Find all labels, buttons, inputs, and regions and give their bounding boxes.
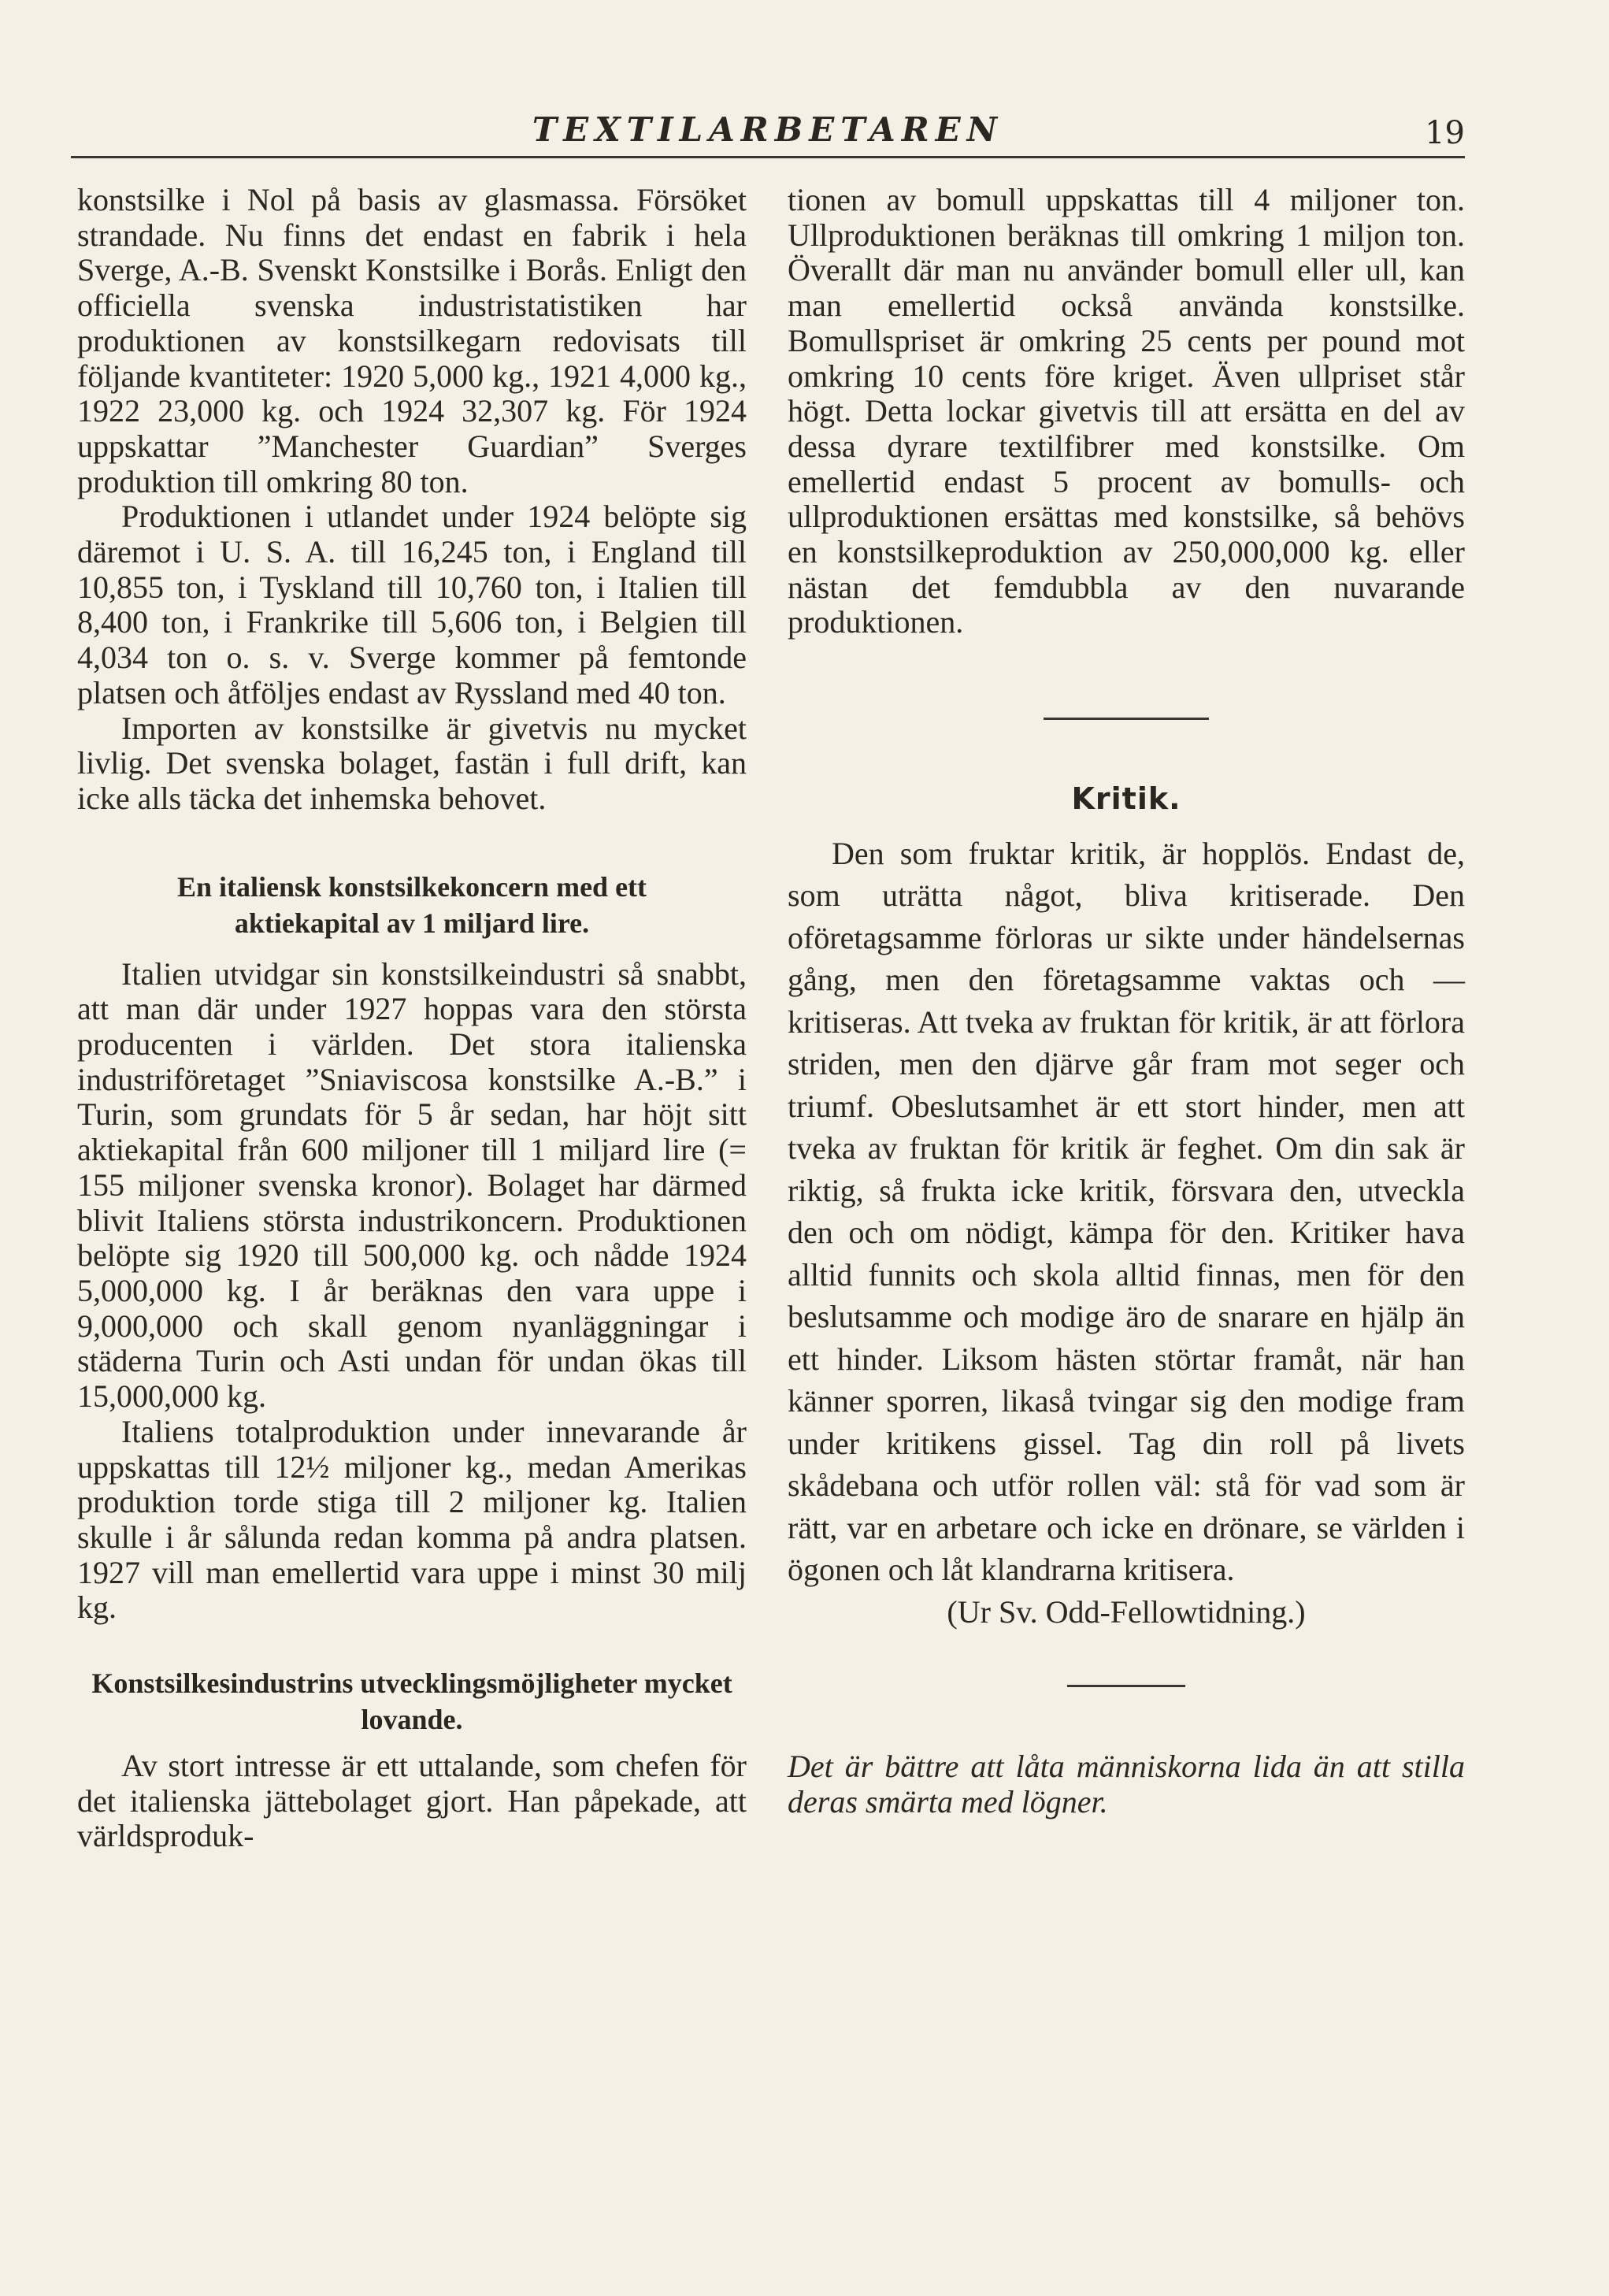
subheading-italian-concern — [77, 869, 747, 941]
kritik-source: (Ur Sv. Odd-Fellowtidning.) — [947, 1593, 1306, 1630]
import-paragraph: Importen av konstsilke är givetvis nu mycket livlig. Det svenska bolaget, fastän i full drift, kan icke alls täcka det inhemska behovet. — [77, 710, 747, 816]
publication-title: TEXTILARBETAREN — [532, 110, 1004, 149]
subheading-line: aktiekapital av 1 miljard lire. — [234, 907, 590, 939]
kritik-title: Kritik. — [1071, 781, 1181, 817]
subheading-line: En italiensk konstsilkekoncern med ett — [176, 870, 647, 903]
right-column — [788, 183, 1465, 1819]
production-paragraph: Produktionen i utlandet under 1924 belöpte sig däremot i U. S. A. till 16,245 ton, i England till 10,855 ton, i Tyskland till 10,760 ton, i Italien till 8,400 ton, i Frankrike till 5,606 ton, i Belgien till 4,034 ton o. s. v. Sverge kommer på femtonde platsen och åtföljes endast av Ryssland med 40 ton. — [77, 499, 747, 710]
continuation-paragraph: tionen av bomull uppskattas till 4 miljoner ton. Ullproduktionen beräknas till omkring 1 miljon ton. Överallt där man nu använder bomull eller ull, kan man emellertid också använda konstsilke. Bomullspriset är omkring 25 cents per pound mot omkring 10 cents före kriget. Även ullpriset står högt. Detta lockar givetvis till att ersätta en del av dessa dyrare textilfibrer med konstsilke. Om emellertid endast 5 procent av bomulls- och ullproduktionen ersättas med konstsilke, så behövs en konstsilkeproduktion av 250,000,000 kg. eller nästan det femdubbla av den nuvarande produktionen. — [788, 182, 1465, 640]
page-header — [71, 109, 1465, 158]
intro-paragraph: konstsilke i Nol på basis av glasmassa. Försöket strandade. Nu finns det endast en fabrik i hela Sverge, A.-B. Svenskt Konstsilke i Borås. Enligt den officiella svenska industristatistiken har produktionen av konstsilkegarn redovisats till följande kvantiteter: 1920 5,000 kg., 1921 4,000 kg., 1922 23,000 kg. och 1924 32,307 kg. För 1924 uppskattar ”Manchester Guardian” Sverges produktion till omkring 80 ton. — [77, 182, 747, 499]
left-column — [77, 183, 747, 1854]
page-number: 19 — [1425, 115, 1465, 151]
closing-quote: Det är bättre att låta människorna lida än att stilla deras smärta med lögner. — [788, 1749, 1465, 1820]
closing-paragraph: Av stort intresse är ett uttalande, som chefen för det italienska jättebolaget gjort. Han påpekade, att världsproduk- — [77, 1748, 747, 1854]
italy-paragraph-1: Italien utvidgar sin konstsilkeindustri så snabbt, att man där under 1927 hoppas vara den största producenten i världen. Det stora italienska industriföretaget ”Sniaviscosa konstsilke A.-B.” i Turin, som grundats för 5 år sedan, har höjt sitt aktiekapital från 600 miljoner till 1 miljard lire (= 155 miljoner svenska kronor). Bolaget har därmed blivit Italiens största industrikoncern. Produktionen belöpte sig 1920 till 500,000 kg. och nådde 1924 5,000,000 kg. I år beräknas den vara uppe i 9,000,000 och skall genom nyanläggningar i städerna Turin och Asti undan för undan ökas till 15,000,000 kg. — [77, 955, 747, 1415]
italy-paragraph-2: Italiens totalproduktion under innevarande år uppskattas till 12½ miljoner kg., medan Amerikas produktion torde stiga till 2 miljoner kg. Italien skulle i år sålunda redan komma på andra platsen. 1927 vill man emellertid vara uppe i minst 30 milj kg. — [77, 1413, 747, 1626]
kritik-body: Den som fruktar kritik, är hopplös. Endast de, som uträtta något, bliva kritiserade. Den oföretagsamme förloras ur sikte under händelsernas gång, men den företagsamme vaktas och — kritiseras. Att tveka av fruktan för kritik, är att förlora striden, men den djärve går fram mot seger och triumf. Obeslutsamhet är ett stort hinder, men att tveka av fruktan för kritik är feghet. Om din sak är riktig, så frukta icke kritik, försvara den, utveckla den och om nödigt, kämpa för den. Kritiker hava alltid funnits och skola alltid finnas, men för den beslutsamme och modige äro de snarare en hjälp än ett hinder. Liksom hästen störtar framåt, när han känner sporren, likaså tvingar sig den modige fram under kritikens gissel. Tag din roll på livets skådebana och utför rollen väl: stå för vad som är rätt, var en arbetare och icke en drönare, se världen i ögonen och låt klandrarna kritisera. — [788, 835, 1465, 1588]
subheading-development: Konstsilkesindustrins utvecklingsmöjligheter mycket lovande. — [91, 1667, 732, 1736]
